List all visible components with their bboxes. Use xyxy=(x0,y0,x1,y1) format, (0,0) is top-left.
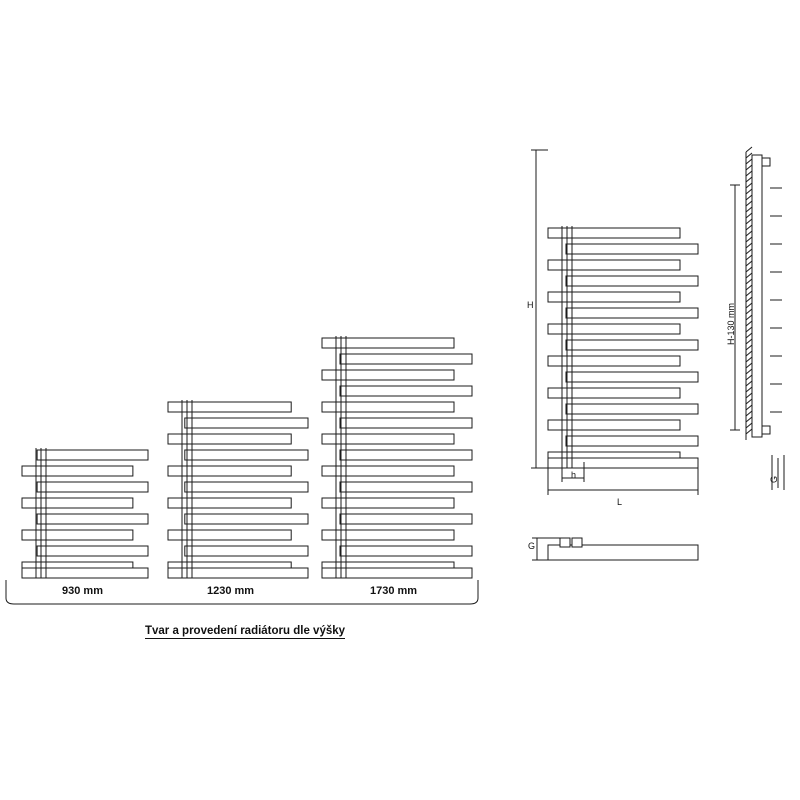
wall-hatch xyxy=(746,171,752,176)
wall-hatch xyxy=(746,267,752,272)
wall-hatch xyxy=(746,345,752,350)
plan-view-bracket-right xyxy=(572,538,582,547)
wall-hatch xyxy=(746,213,752,218)
variant-1730-label: 1730 mm xyxy=(370,585,418,597)
radiator-bar xyxy=(22,466,133,476)
side-view-body xyxy=(752,155,762,437)
wall-hatch xyxy=(746,357,752,362)
radiator-bar xyxy=(322,498,454,508)
wall-hatch xyxy=(746,297,752,302)
dimension-label-h: h xyxy=(571,470,577,480)
wall-hatch xyxy=(746,231,752,236)
wall-hatch xyxy=(746,237,752,242)
radiator-bar xyxy=(566,340,698,350)
wall-hatch xyxy=(746,273,752,278)
wall-hatch xyxy=(746,285,752,290)
wall-hatch xyxy=(746,315,752,320)
dimension-label-G-side: G xyxy=(769,475,779,483)
radiator-bar xyxy=(37,450,148,460)
wall-hatch xyxy=(746,225,752,230)
wall-hatch xyxy=(746,387,752,392)
radiator-bar xyxy=(340,482,472,492)
wall-hatch xyxy=(746,303,752,308)
wall-hatch xyxy=(746,351,752,356)
radiator-bar xyxy=(322,434,454,444)
radiator-bar xyxy=(566,308,698,318)
radiator-bar xyxy=(340,450,472,460)
radiator-base-bar xyxy=(322,568,472,578)
radiator-bar xyxy=(168,498,291,508)
radiator-bar xyxy=(340,418,472,428)
dimension-label-G-bottom: G xyxy=(528,541,536,551)
wall-hatch xyxy=(746,243,752,248)
radiator-bar xyxy=(168,402,291,412)
front-elevation-radiator xyxy=(548,226,698,468)
radiator-bar xyxy=(322,466,454,476)
wall-hatch xyxy=(746,399,752,404)
radiator-bar xyxy=(548,260,680,270)
side-view-bracket-top xyxy=(762,158,770,166)
radiator-bar xyxy=(340,354,472,364)
radiator-bar xyxy=(548,324,680,334)
wall-hatch xyxy=(746,177,752,182)
diagram-caption xyxy=(0,625,490,637)
wall-hatch xyxy=(746,261,752,266)
radiator-bar xyxy=(22,530,133,540)
radiator-bar xyxy=(322,402,454,412)
radiator-bar xyxy=(168,530,291,540)
wall-hatch xyxy=(746,321,752,326)
wall-hatch xyxy=(746,339,752,344)
wall-hatch xyxy=(746,423,752,428)
radiator-bar xyxy=(548,356,680,366)
wall-hatch xyxy=(746,327,752,332)
wall-hatch xyxy=(746,249,752,254)
radiator-bar xyxy=(168,466,291,476)
radiator-bar xyxy=(566,404,698,414)
radiator-bar xyxy=(185,482,308,492)
variant-1230 xyxy=(168,400,308,578)
wall-hatch xyxy=(746,207,752,212)
wall-hatch xyxy=(746,369,752,374)
radiator-bar xyxy=(340,514,472,524)
wall-hatch xyxy=(746,147,752,152)
radiator-bar xyxy=(322,530,454,540)
radiator-bar xyxy=(340,546,472,556)
radiator-bar xyxy=(548,420,680,430)
variant-930-label: 930 mm xyxy=(62,585,103,597)
wall-hatch xyxy=(746,417,752,422)
wall-hatch xyxy=(746,279,752,284)
radiator-bar xyxy=(185,418,308,428)
wall-hatch xyxy=(746,159,752,164)
radiator-bar xyxy=(37,546,148,556)
wall-hatch xyxy=(746,429,752,434)
dimension-label-H-130: H-130 mm xyxy=(726,302,736,345)
plan-view-bracket-left xyxy=(560,538,570,547)
radiator-bar xyxy=(322,370,454,380)
side-view-bracket-bottom xyxy=(762,426,770,434)
wall-hatch xyxy=(746,189,752,194)
diagram-caption-text: Tvar a provedení radiátoru dle výšky xyxy=(144,625,346,637)
radiator-bar xyxy=(37,514,148,524)
radiator-bar xyxy=(548,292,680,302)
radiator-bar xyxy=(168,434,291,444)
variant-1730 xyxy=(322,336,472,578)
wall-hatch xyxy=(746,393,752,398)
wall-hatch xyxy=(746,255,752,260)
radiator-bar xyxy=(185,450,308,460)
wall-hatch xyxy=(746,291,752,296)
radiator-bar xyxy=(185,514,308,524)
wall-hatch xyxy=(746,195,752,200)
wall-hatch xyxy=(746,153,752,158)
wall-hatch xyxy=(746,363,752,368)
dimension-label-L: L xyxy=(617,497,623,507)
wall-hatch xyxy=(746,381,752,386)
dimension-label-H: H xyxy=(527,300,534,310)
variant-1230-label: 1230 mm xyxy=(207,585,255,597)
radiator-bar xyxy=(548,388,680,398)
wall-hatch xyxy=(746,309,752,314)
radiator-bar xyxy=(566,276,698,286)
radiator-bar xyxy=(22,498,133,508)
wall-hatch xyxy=(746,405,752,410)
radiator-bar xyxy=(185,546,308,556)
wall-hatch xyxy=(746,411,752,416)
radiator-bar xyxy=(37,482,148,492)
wall-hatch xyxy=(746,219,752,224)
radiator-base-bar xyxy=(168,568,308,578)
radiator-bar xyxy=(566,244,698,254)
variant-930 xyxy=(22,448,148,578)
radiator-base-bar xyxy=(548,458,698,468)
wall-hatch xyxy=(746,165,752,170)
wall-hatch xyxy=(746,183,752,188)
radiator-bar xyxy=(566,436,698,446)
radiator-bar xyxy=(548,228,680,238)
wall-hatch xyxy=(746,375,752,380)
wall-hatch xyxy=(746,201,752,206)
radiator-bar xyxy=(566,372,698,382)
radiator-bar xyxy=(322,338,454,348)
wall-hatch xyxy=(746,333,752,338)
radiator-bar xyxy=(340,386,472,396)
